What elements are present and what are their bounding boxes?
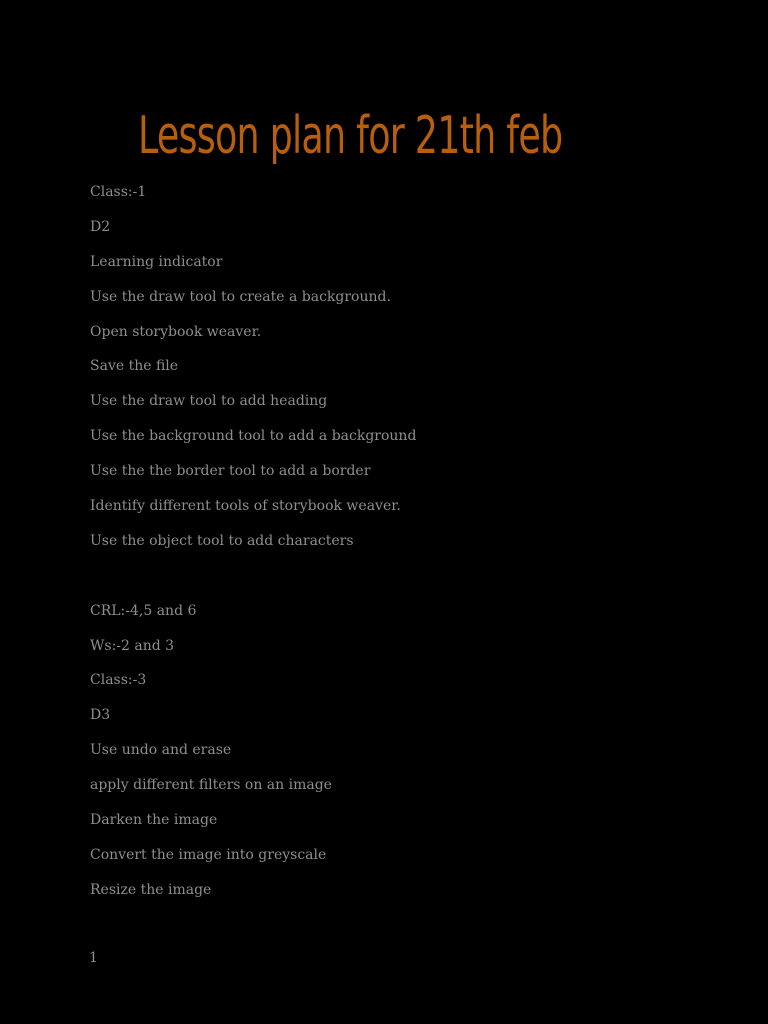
text-line-d2: D2 xyxy=(90,218,111,235)
text-line-class-3: Class:-3 xyxy=(90,672,147,689)
text-line: Use the the border tool to add a border xyxy=(90,463,371,480)
text-line: Use the background tool to add a background xyxy=(90,428,417,445)
blank-line xyxy=(90,565,416,600)
text-line: Darken the image xyxy=(90,812,218,829)
text-line: Use the draw tool to create a background. xyxy=(90,288,391,305)
text-line: apply different filters on an image xyxy=(90,777,332,794)
lesson-lines xyxy=(90,181,416,914)
text-line: Identify different tools of storybook weaver. xyxy=(90,498,401,515)
text-line-crl: CRL:-4,5 and 6 xyxy=(90,602,197,619)
text-line-learning-indicator: Learning indicator xyxy=(90,253,223,270)
text-line-ws: Ws:-2 and 3 xyxy=(90,637,175,654)
text-line: Use the draw tool to add heading xyxy=(90,393,328,410)
text-line-class-1: Class:-1 xyxy=(90,184,147,200)
text-line: Use the object tool to add characters xyxy=(90,532,354,549)
text-line: Open storybook weaver. xyxy=(90,323,262,340)
text-line: Resize the image xyxy=(90,881,212,898)
text-line: Convert the image into greyscale xyxy=(90,846,327,863)
text-line-d3: D3 xyxy=(90,707,111,724)
page-number: 1 xyxy=(89,950,98,966)
text-line: Save the file xyxy=(90,358,179,375)
text-line: Use undo and erase xyxy=(90,742,232,759)
page-title: Lesson plan for 21th feb xyxy=(138,106,563,166)
